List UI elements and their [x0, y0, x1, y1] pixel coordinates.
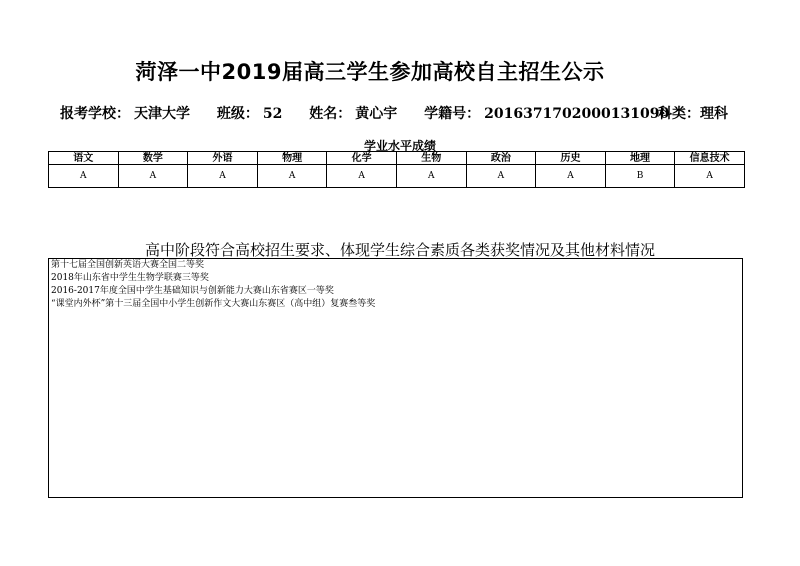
grade-cell: A: [536, 165, 606, 188]
scores-table: [48, 151, 745, 188]
subject-header: 历史: [536, 152, 606, 165]
subject-header: 信息技术: [675, 152, 745, 165]
subject-header: 语文: [49, 152, 119, 165]
grade-cell: B: [605, 165, 675, 188]
subject-header: 政治: [466, 152, 536, 165]
school-label: 报考学校：: [60, 106, 130, 122]
id-value: 2016371702000131090: [484, 106, 670, 122]
award-item: “课堂内外杯”第十三届全国中小学生创新作文大赛山东赛区（高中组）复赛叁等奖: [51, 299, 376, 309]
name-value: 黄心宇: [355, 106, 398, 122]
scores-section-title: 学业水平成绩: [363, 139, 436, 153]
page-title: 菏泽一中2019届高三学生参加高校自主招生公示: [135, 60, 605, 84]
name-label: 姓名：: [309, 106, 352, 122]
grade-cell: A: [466, 165, 536, 188]
category-label: 科类：: [658, 106, 700, 122]
grade-cell: A: [257, 165, 327, 188]
award-item: 2018年山东省中学生生物学联赛三等奖: [51, 273, 209, 283]
award-item: 2016-2017年度全国中学生基础知识与创新能力大赛山东省赛区一等奖: [51, 286, 334, 296]
student-info: [60, 103, 740, 123]
scores-grade-row: [49, 165, 745, 188]
school-value: 天津大学: [134, 106, 190, 122]
grade-cell: A: [188, 165, 258, 188]
grade-cell: A: [327, 165, 397, 188]
student-info-right: [658, 103, 728, 123]
subject-header: 地理: [605, 152, 675, 165]
grade-cell: A: [49, 165, 119, 188]
award-item: 第十七届全国创新英语大赛全国二等奖: [51, 260, 205, 270]
subject-header: 生物: [396, 152, 466, 165]
subject-header: 外语: [188, 152, 258, 165]
awards-box: [48, 258, 743, 498]
grade-cell: A: [675, 165, 745, 188]
subject-header: 物理: [257, 152, 327, 165]
student-info-left: [60, 103, 673, 123]
category-value: 理科: [700, 106, 728, 122]
class-label: 班级：: [216, 106, 259, 122]
grade-cell: A: [118, 165, 188, 188]
subject-header: 数学: [118, 152, 188, 165]
id-label: 学籍号：: [424, 106, 481, 122]
subject-header: 化学: [327, 152, 397, 165]
class-value: 52: [262, 106, 283, 122]
scores-header-row: [49, 152, 745, 165]
awards-section-title: 高中阶段符合高校招生要求、体现学生综合素质各类获奖情况及其他材料情况: [144, 241, 655, 259]
grade-cell: A: [396, 165, 466, 188]
